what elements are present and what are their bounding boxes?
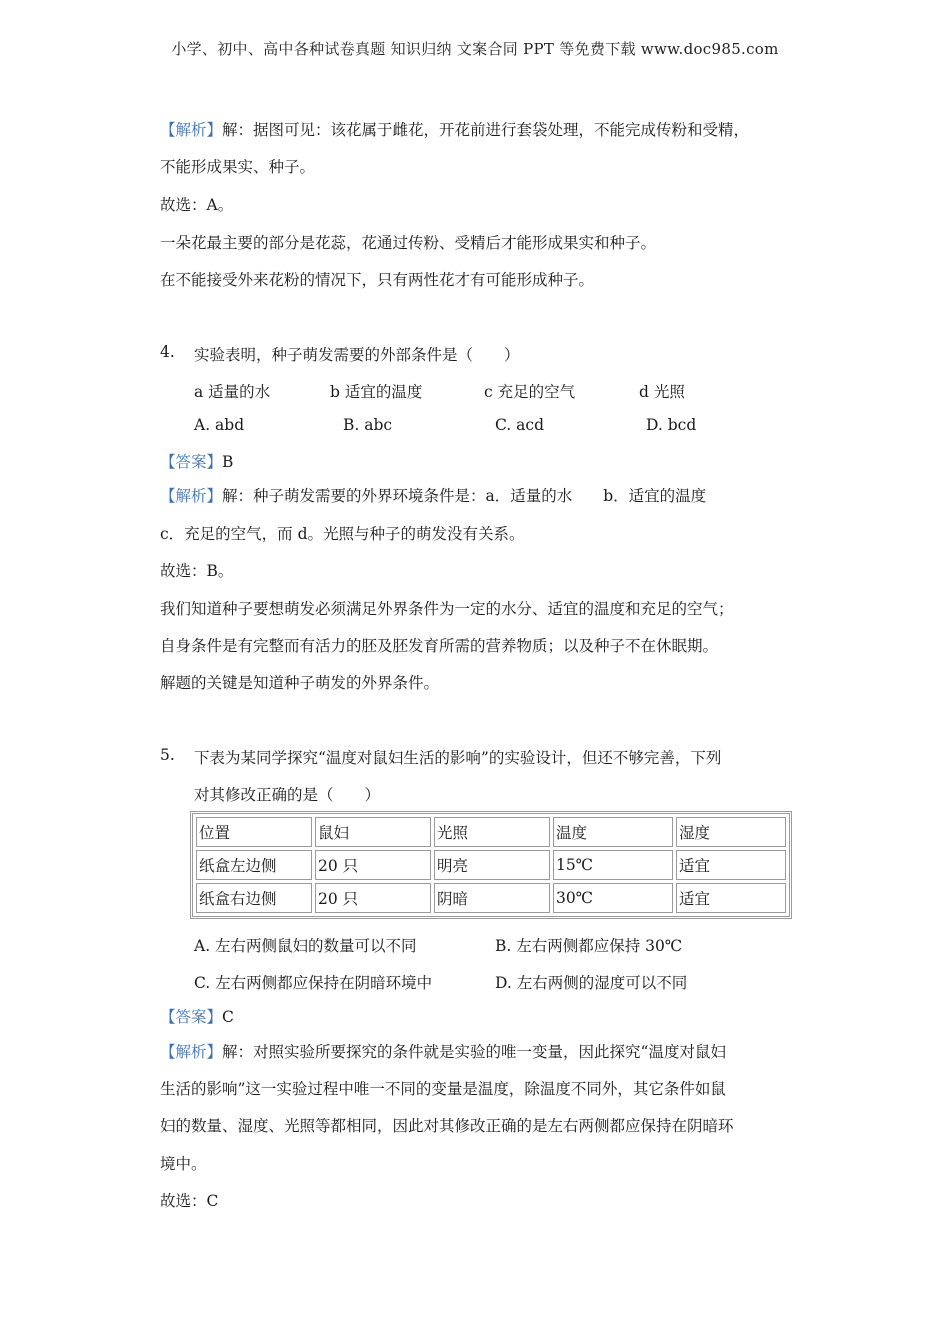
q3-analysis-line-1 xyxy=(160,118,749,140)
q5-stem-line-1: 下表为某同学探究“温度对鼠妇生活的影响”的实验设计，但还不够完善，下列 xyxy=(194,749,722,767)
q4-analysis-line-1 xyxy=(160,484,706,506)
q4-analysis-tag: 【解析】 xyxy=(160,487,223,505)
table-cell: 适宜 xyxy=(676,850,786,880)
table-row xyxy=(196,850,786,880)
q5-analysis-line-4: 境中。 xyxy=(160,1155,207,1173)
q5-analysis-text-1: 解：对照实验所要探究的条件就是实验的唯一变量，因此探究“温度对鼠妇 xyxy=(222,1043,726,1061)
q5-option-c: C. 左右两侧都应保持在阴暗环境中 xyxy=(194,974,433,992)
q3-choice: 故选：A。 xyxy=(160,196,234,214)
q3-analysis-tag: 【解析】 xyxy=(160,121,223,139)
q4-number: 4. xyxy=(160,343,175,361)
q5-option-b: B. 左右两侧都应保持 30℃ xyxy=(495,937,683,955)
q5-analysis-line-2: 生活的影响”这一实验过程中唯一不同的变量是温度，除温度不同外，其它条件如鼠 xyxy=(160,1080,726,1098)
q4-item-a: a 适量的水 xyxy=(194,383,271,401)
table-cell: 纸盒右边侧 xyxy=(196,883,312,913)
q4-analysis-line-2: c．充足的空气，而 d。光照与种子的萌发没有关系。 xyxy=(160,525,525,543)
table-header-cell: 温度 xyxy=(553,817,673,847)
q4-option-d: D. bcd xyxy=(646,416,697,434)
table-header-cell: 鼠妇 xyxy=(315,817,431,847)
table-cell: 纸盒左边侧 xyxy=(196,850,312,880)
experiment-table xyxy=(190,811,792,919)
table-header-cell: 湿度 xyxy=(676,817,786,847)
table-cell: 明亮 xyxy=(434,850,550,880)
q4-analysis-text-1: 解：种子萌发需要的外界环境条件是：a．适量的水 b．适宜的温度 xyxy=(222,487,707,505)
q4-note-3: 解题的关键是知道种子萌发的外界条件。 xyxy=(160,674,440,692)
q5-analysis-line-1 xyxy=(160,1040,726,1062)
q5-choice: 故选：C xyxy=(160,1192,219,1210)
q4-note-1: 我们知道种子要想萌发必须满足外界条件为一定的水分、适宜的温度和充足的空气； xyxy=(160,600,734,618)
q4-option-b: B. abc xyxy=(343,416,393,434)
table-cell: 15℃ xyxy=(553,850,673,880)
q5-answer-tag: 【答案】 xyxy=(160,1008,223,1026)
q5-analysis-line-3: 妇的数量、湿度、光照等都相同，因此对其修改正确的是左右两侧都应保持在阴暗环 xyxy=(160,1117,734,1135)
q3-note-2: 在不能接受外来花粉的情况下，只有两性花才有可能形成种子。 xyxy=(160,271,595,289)
page-header: 小学、初中、高中各种试卷真题 知识归纳 文案合同 PPT 等免费下载 www.doc985.com xyxy=(171,40,779,58)
table-header-cell: 位置 xyxy=(196,817,312,847)
q3-note-1: 一朵花最主要的部分是花蕊，花通过传粉、受精后才能形成果实和种子。 xyxy=(160,234,657,252)
q5-answer xyxy=(160,1005,234,1027)
table-header-cell: 光照 xyxy=(434,817,550,847)
q4-stem: 实验表明，种子萌发需要的外部条件是（ ） xyxy=(194,346,520,364)
q4-note-2: 自身条件是有完整而有活力的胚及胚发育所需的营养物质；以及种子不在休眠期。 xyxy=(160,637,719,655)
q4-option-a: A. abd xyxy=(194,416,245,434)
table-row xyxy=(196,883,786,913)
q4-answer xyxy=(160,450,233,472)
q4-answer-value: B xyxy=(222,453,234,471)
q5-option-d: D. 左右两侧的湿度可以不同 xyxy=(495,974,688,992)
table-cell: 20 只 xyxy=(315,850,431,880)
q4-item-d: d 光照 xyxy=(639,383,685,401)
q4-option-c: C. acd xyxy=(495,416,545,434)
q5-answer-value: C xyxy=(222,1008,234,1026)
table-cell: 30℃ xyxy=(553,883,673,913)
q5-stem-line-2: 对其修改正确的是（ ） xyxy=(194,786,381,804)
q4-item-c: c 充足的空气 xyxy=(484,383,576,401)
table-cell: 阴暗 xyxy=(434,883,550,913)
q3-analysis-line-2: 不能形成果实、种子。 xyxy=(160,158,316,176)
q5-analysis-tag: 【解析】 xyxy=(160,1043,223,1061)
q4-choice: 故选：B。 xyxy=(160,562,234,580)
table-cell: 适宜 xyxy=(676,883,786,913)
q5-number: 5. xyxy=(160,746,175,764)
table-cell: 20 只 xyxy=(315,883,431,913)
q3-analysis-text-1: 解：据图可见：该花属于雌花，开花前进行套袋处理，不能完成传粉和受精， xyxy=(222,121,750,139)
q4-answer-tag: 【答案】 xyxy=(160,453,223,471)
q5-option-a: A. 左右两侧鼠妇的数量可以不同 xyxy=(194,937,417,955)
q4-item-b: b 适宜的温度 xyxy=(330,383,423,401)
table-header-row xyxy=(196,817,786,847)
